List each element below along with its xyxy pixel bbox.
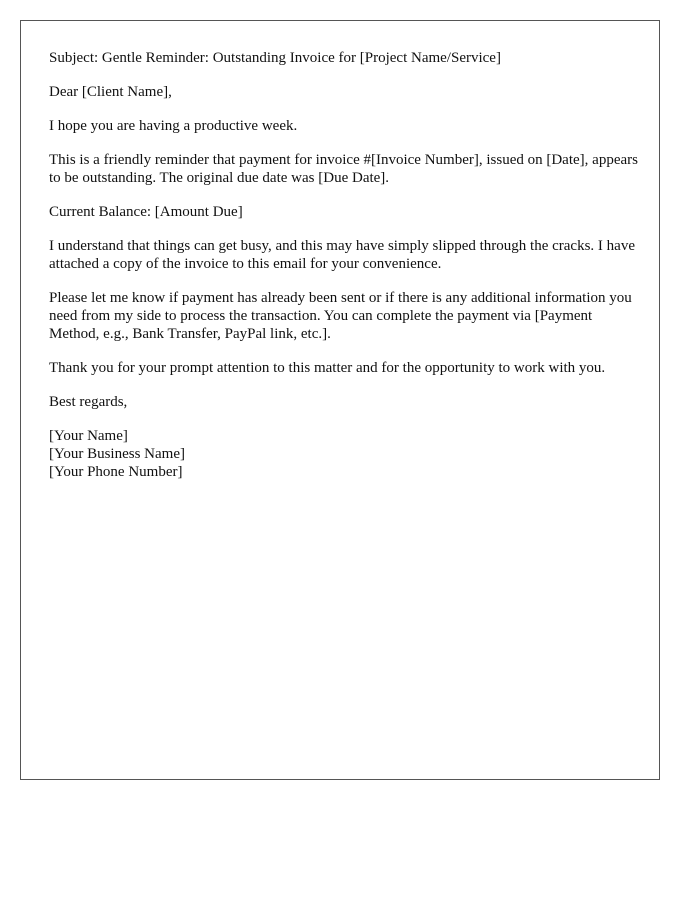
- paragraph-thanks: Thank you for your prompt attention to this matter and for the opportunity to work with you.: [49, 360, 606, 376]
- letter-body: [49, 49, 639, 497]
- closing: Best regards,: [49, 394, 128, 410]
- subject-line: Subject: Gentle Reminder: Outstanding Invoice for [Project Name/Service]: [49, 50, 501, 66]
- signature-phone: [Your Phone Number]: [49, 464, 183, 480]
- current-balance: Current Balance: [Amount Due]: [49, 204, 243, 220]
- letter-page: [20, 20, 660, 780]
- paragraph-reminder: This is a friendly reminder that payment for invoice #[Invoice Number], issued on [Date], appears to be outstanding. The original due date was [Due Date].: [49, 152, 638, 186]
- paragraph-payment: Please let me know if payment has already been sent or if there is any additional information you need from my side to process the transaction. You can complete the payment via [Payment Method, e.g., Bank Transfer, PayPal link, etc.].: [49, 290, 632, 342]
- paragraph-understanding: I understand that things can get busy, and this may have simply slipped through the cracks. I have attached a copy of the invoice to this email for your convenience.: [49, 238, 635, 272]
- signature-block: [49, 427, 639, 481]
- paragraph-intro: I hope you are having a productive week.: [49, 118, 298, 134]
- signature-name: [Your Name]: [49, 428, 128, 444]
- greeting: Dear [Client Name],: [49, 84, 172, 100]
- signature-business: [Your Business Name]: [49, 446, 185, 462]
